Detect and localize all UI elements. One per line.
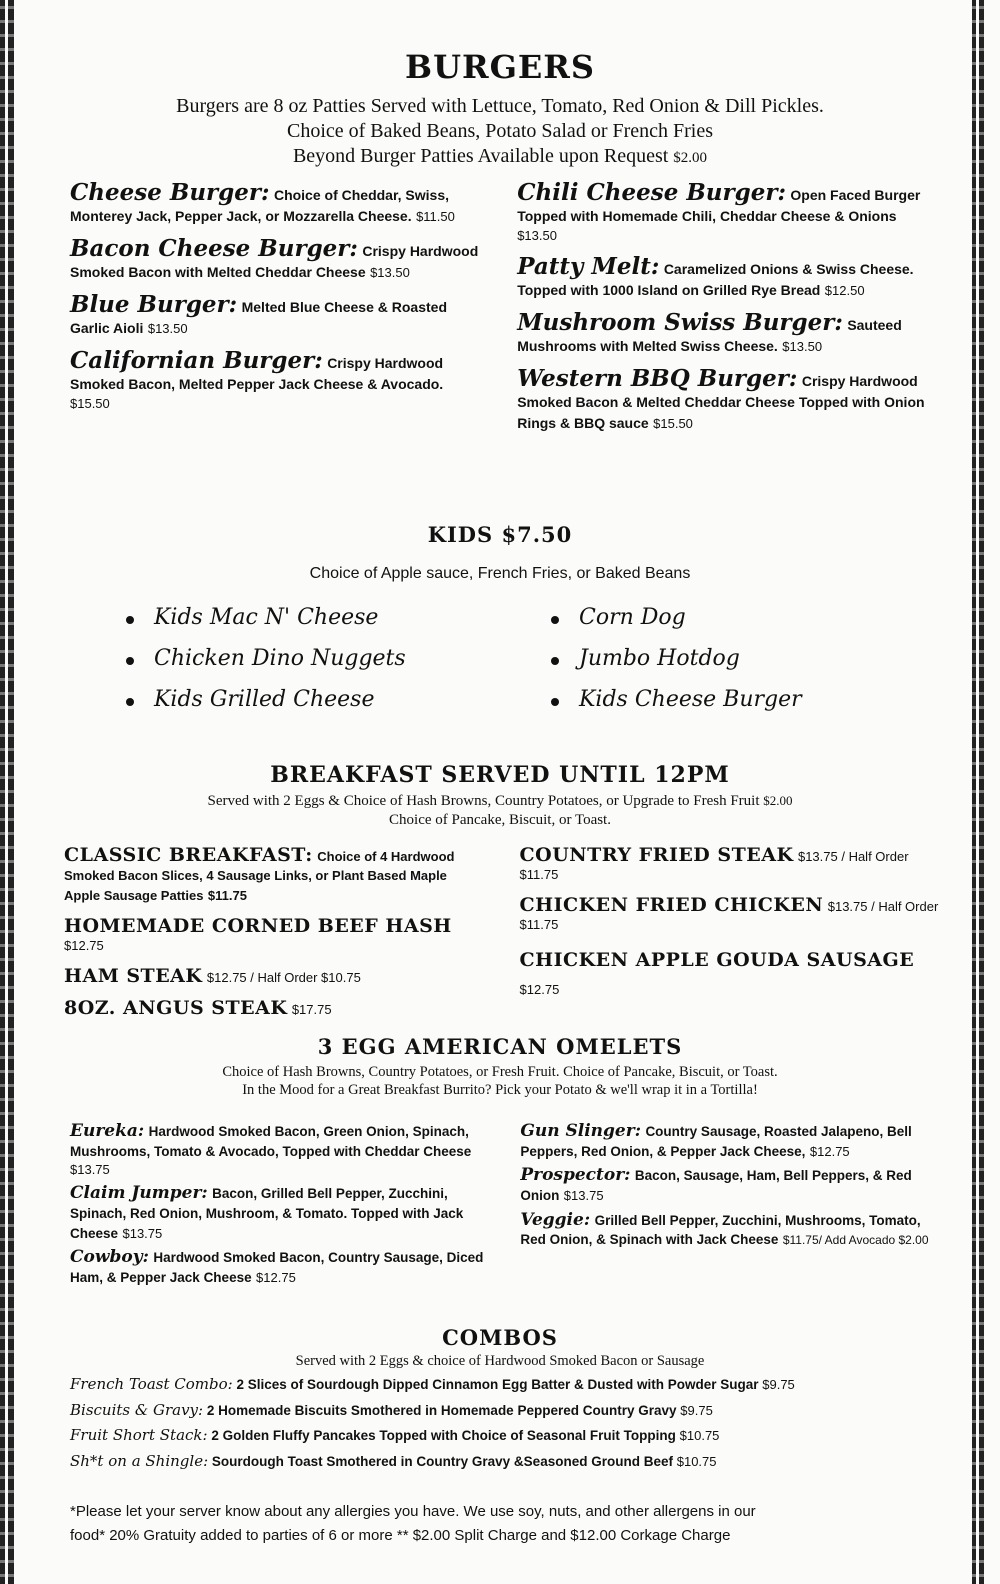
item-price: $12.75: [64, 938, 104, 953]
item-price: $13.75 / Half Order $11.75: [519, 848, 909, 882]
item-name: Patty Melt:: [517, 253, 660, 280]
omelets-columns: [40, 1121, 960, 1295]
footer-line-2: food* 20% Gratuity added to parties of 6 or more ** $2.00 Split Charge and $12.00 Corkage Charge: [70, 1527, 731, 1544]
burgers-right-column: [517, 179, 930, 442]
menu-item: [70, 291, 483, 339]
item-name: Cowboy:: [70, 1247, 149, 1268]
item-name: 8OZ. ANGUS STEAK: [64, 997, 288, 1019]
item-desc: Sauteed Mushrooms with Melted Swiss Cheese.: [517, 317, 902, 354]
item-price: $15.50: [70, 396, 110, 411]
item-price: $9.75: [762, 1377, 795, 1393]
burgers-title: BURGERS: [405, 48, 595, 86]
item-price: $13.50: [370, 265, 410, 280]
omelets-title: 3 EGG AMERICAN OMELETS: [317, 1034, 683, 1059]
item-desc: Choice of Cheddar, Swiss, Monterey Jack, Pepper Jack, or Mozzarella Cheese.: [70, 187, 449, 224]
menu-item: [517, 365, 930, 434]
menu-item: [70, 1398, 960, 1424]
item-name: Fruit Short Stack:: [70, 1426, 208, 1445]
burgers-section: [40, 48, 960, 442]
item-desc: Bacon, Grilled Bell Pepper, Zucchini, Spinach, Red Onion, Mushroom, & Tomato. Topped with Jack Cheese: [70, 1186, 464, 1241]
omelets-intro-line-1: Choice of Hash Browns, Country Potatoes, or Fresh Fruit. Choice of Pancake, Biscuit, or Toast.: [222, 1064, 778, 1080]
item-name: Gun Slinger:: [520, 1121, 641, 1142]
breakfast-intro-line-1: [40, 792, 960, 811]
list-item: Kids Cheese Burger: [551, 687, 920, 712]
beyond-burger-price: $2.00: [673, 150, 708, 166]
burgers-left-column: [70, 179, 483, 442]
item-price: $13.75: [563, 1187, 604, 1203]
item-name: Eureka:: [70, 1121, 145, 1142]
item-price: $12.75: [256, 1269, 296, 1285]
breakfast-intro-line-2: Choice of Pancake, Biscuit, or Toast.: [389, 811, 611, 828]
item-price: $10.75: [676, 1453, 717, 1469]
omelets-intro: [40, 1063, 960, 1099]
omelets-right-column: [520, 1121, 936, 1295]
menu-item: [70, 1183, 486, 1243]
beyond-burger-text: Beyond Burger Patties Available upon Request: [292, 145, 669, 167]
menu-item: [520, 894, 940, 934]
menu-item: [70, 1247, 486, 1287]
menu-item: [70, 235, 483, 283]
kids-title: KIDS $7.50: [427, 522, 573, 547]
item-price: $10.75: [679, 1428, 720, 1444]
menu-page: [40, 0, 960, 1584]
menu-item: [520, 1121, 936, 1161]
kids-right-list: [495, 605, 920, 728]
item-price: $13.50: [147, 321, 188, 336]
item-price: $11.50: [416, 209, 455, 224]
menu-item: [70, 347, 483, 413]
breakfast-section: [40, 762, 960, 1029]
list-item: Chicken Dino Nuggets: [126, 646, 495, 671]
menu-item: [64, 915, 484, 955]
item-name: Chili Cheese Burger:: [517, 179, 786, 206]
right-border-decoration: [972, 0, 984, 1584]
item-desc: Choice of 4 Hardwood Smoked Bacon Slices, 4 Sausage Links, or Plant Based Maple Apple Sausage Patties: [64, 848, 455, 903]
menu-item: [520, 1210, 936, 1250]
list-item: Kids Grilled Cheese: [126, 687, 495, 712]
item-price: $12.75: [519, 981, 560, 997]
menu-item: [520, 944, 940, 1003]
menu-item: [70, 1372, 960, 1398]
burgers-intro: [40, 94, 960, 169]
menu-item: [70, 1121, 486, 1179]
item-price: $17.75: [291, 1002, 332, 1017]
item-name: Sh*t on a Shingle:: [70, 1451, 209, 1470]
item-name: CHICKEN FRIED CHICKEN: [519, 893, 824, 916]
list-item: Jumbo Hotdog: [551, 646, 920, 671]
burgers-intro-line-2: Choice of Baked Beans, Potato Salad or French Fries: [286, 120, 714, 142]
item-name: Biscuits & Gravy:: [70, 1400, 204, 1419]
allergy-footer: [70, 1500, 950, 1548]
omelets-section: [40, 1034, 960, 1295]
item-price: $11.75/ Add Avocado $2.00: [782, 1233, 929, 1248]
item-desc: Hardwood Smoked Bacon, Country Sausage, Diced Ham, & Pepper Jack Cheese: [70, 1250, 484, 1285]
kids-subtitle: Choice of Apple sauce, French Fries, or Baked Beans: [309, 565, 691, 582]
burgers-intro-line-3: [40, 144, 960, 169]
item-desc: Country Sausage, Roasted Jalapeno, Bell Peppers, Red Onion, & Pepper Jack Cheese,: [520, 1124, 912, 1159]
breakfast-columns: [40, 844, 960, 1030]
combos-section: [40, 1325, 960, 1474]
item-desc: Sourdough Toast Smothered in Country Gravy &Seasoned Ground Beef: [211, 1453, 673, 1469]
menu-item: [517, 253, 930, 301]
item-name: French Toast Combo:: [70, 1375, 233, 1394]
omelets-intro-line-2: In the Mood for a Great Breakfast Burrito? Pick your Potato & we'll wrap it in a Tortilla!: [242, 1082, 758, 1099]
menu-item: [64, 844, 484, 906]
menu-item: [64, 997, 484, 1019]
combos-list: [40, 1372, 960, 1474]
menu-item: [70, 1423, 960, 1449]
menu-item: [520, 844, 940, 884]
fruit-upgrade-price: $2.00: [763, 793, 793, 808]
breakfast-left-column: [64, 844, 484, 1030]
item-name: CHICKEN APPLE GOUDA SAUSAGE: [519, 948, 915, 971]
item-name: COUNTRY FRIED STEAK: [519, 843, 794, 866]
item-desc: Melted Blue Cheese & Roasted Garlic Aioli: [70, 299, 447, 336]
burgers-columns: [40, 179, 960, 442]
item-desc: Caramelized Onions & Swiss Cheese. Topped with 1000 Island on Grilled Rye Bread: [517, 261, 914, 298]
menu-item: [520, 1165, 936, 1205]
breakfast-intro: [40, 792, 960, 830]
item-price: $13.50: [517, 228, 557, 243]
item-name: Claim Jumper:: [70, 1183, 208, 1204]
kids-left-list: [126, 605, 495, 728]
item-name: Bacon Cheese Burger:: [70, 235, 358, 262]
list-item: Corn Dog: [551, 605, 920, 630]
item-name: HOMEMADE CORNED BEEF HASH: [64, 915, 452, 937]
item-name: Blue Burger:: [70, 291, 238, 318]
combos-title: COMBOS: [442, 1325, 558, 1350]
item-price: $15.50: [653, 416, 693, 431]
item-name: Prospector:: [520, 1165, 631, 1186]
item-price: $13.75 / Half Order $11.75: [519, 898, 939, 932]
footer-line-1: *Please let your server know about any allergies you have. We use soy, nuts, and other allergens in our: [70, 1503, 756, 1520]
item-desc: Hardwood Smoked Bacon, Green Onion, Spinach, Mushrooms, Tomato & Avocado, Topped with Cheddar Cheese: [70, 1124, 472, 1159]
item-desc: Crispy Hardwood Smoked Bacon with Melted Cheddar Cheese: [70, 243, 479, 280]
item-name: HAM STEAK: [64, 965, 203, 987]
item-price: $13.75: [122, 1225, 163, 1241]
item-price: $13.50: [782, 339, 823, 354]
item-desc: 2 Homemade Biscuits Smothered in Homemade Peppered Country Gravy: [206, 1402, 677, 1418]
breakfast-right-column: [520, 844, 940, 1030]
menu-item: [70, 1449, 960, 1475]
menu-item: [64, 965, 484, 987]
burgers-intro-line-1: Burgers are 8 oz Patties Served with Lettuce, Tomato, Red Onion & Dill Pickles.: [176, 95, 824, 117]
item-price: $9.75: [680, 1402, 713, 1418]
item-desc: Crispy Hardwood Smoked Bacon, Melted Pepper Jack Cheese & Avocado.: [70, 355, 444, 392]
omelets-left-column: [70, 1121, 486, 1295]
item-name: Western BBQ Burger:: [517, 365, 798, 392]
item-price: $12.75 / Half Order $10.75: [206, 970, 361, 985]
menu-item: [517, 309, 930, 357]
item-price: $12.50: [824, 283, 865, 298]
item-name: Mushroom Swiss Burger:: [517, 309, 843, 336]
kids-columns: [40, 605, 960, 728]
item-name: CLASSIC BREAKFAST:: [64, 843, 313, 866]
item-desc: Bacon, Sausage, Ham, Bell Peppers, & Red Onion: [520, 1168, 912, 1203]
item-desc: Open Faced Burger Topped with Homemade Chili, Cheddar Cheese & Onions: [517, 187, 921, 224]
menu-item: [517, 179, 930, 245]
left-border-decoration: [0, 0, 14, 1584]
item-price: $11.75: [207, 887, 247, 903]
kids-section: [40, 522, 960, 728]
list-item: Kids Mac N' Cheese: [126, 605, 495, 630]
item-desc: Crispy Hardwood Smoked Bacon & Melted Cheddar Cheese Topped with Onion Rings & BBQ sauce: [517, 373, 925, 431]
breakfast-intro-text: Served with 2 Eggs & Choice of Hash Browns, Country Potatoes, or Upgrade to Fresh Fruit: [207, 793, 760, 809]
item-name: Cheese Burger:: [70, 179, 270, 206]
item-name: Veggie:: [520, 1209, 591, 1230]
item-name: Californian Burger:: [70, 347, 323, 374]
breakfast-title: BREAKFAST SERVED UNTIL 12PM: [270, 762, 730, 788]
menu-item: [70, 179, 483, 227]
item-desc: Grilled Bell Pepper, Zucchini, Mushrooms, Tomato, Red Onion, & Spinach with Jack Cheese: [520, 1212, 921, 1248]
item-desc: 2 Slices of Sourdough Dipped Cinnamon Egg Batter & Dusted with Powder Sugar: [236, 1377, 759, 1393]
item-price: $12.75: [809, 1143, 850, 1159]
item-desc: 2 Golden Fluffy Pancakes Topped with Choice of Seasonal Fruit Topping: [211, 1428, 676, 1444]
combos-subtitle: Served with 2 Eggs & choice of Hardwood Smoked Bacon or Sausage: [295, 1353, 705, 1369]
item-price: $13.75: [70, 1162, 110, 1178]
